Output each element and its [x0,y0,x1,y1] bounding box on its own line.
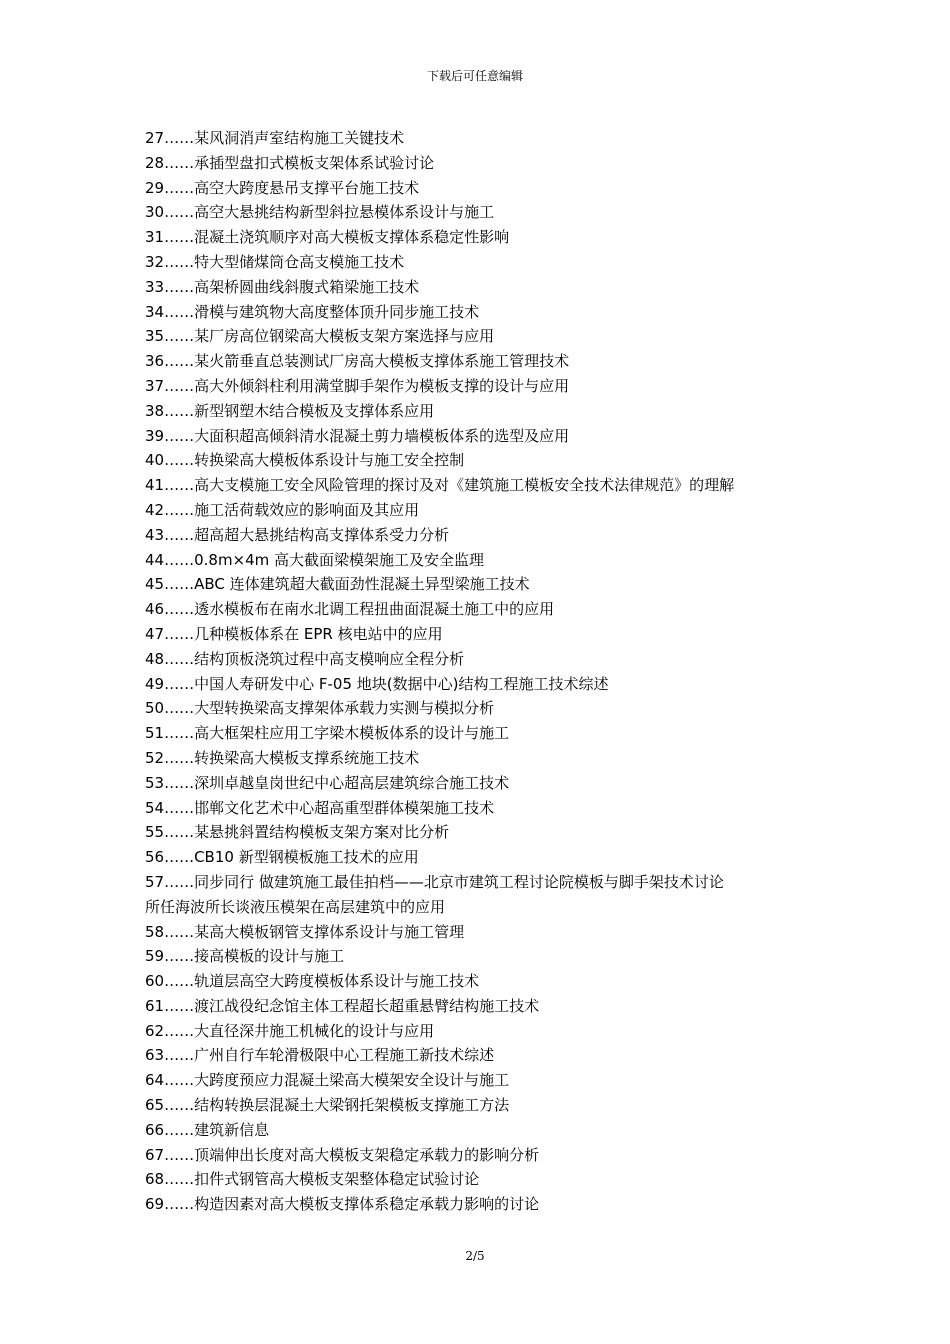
toc-entry: 37……高大外倾斜柱利用满堂脚手架作为模板支撑的设计与应用 [145,376,570,395]
toc-entry: 44……0.8m×4m 高大截面梁模架施工及安全监理 [145,550,485,569]
toc-entry: 56……CB10 新型钢模板施工技术的应用 [145,848,419,867]
toc-entry: 33……高架桥圆曲线斜腹式箱梁施工技术 [145,277,420,296]
toc-entry: 51……高大框架柱应用工字梁木模板体系的设计与施工 [145,724,510,743]
toc-entry: 40……转换梁高大模板体系设计与施工安全控制 [145,451,465,470]
page-number: 2/5 [465,1249,485,1263]
toc-entry: 38……新型钢塑木结合模板及支撑体系应用 [145,401,435,420]
toc-entry: 39……大面积超高倾斜清水混凝土剪力墙模板体系的选型及应用 [145,426,570,445]
table-of-contents [145,126,825,1217]
toc-entry: 66……建筑新信息 [145,1120,270,1139]
toc-entry: 43……超高超大悬挑结构高支撑体系受力分析 [145,525,450,544]
toc-entry: 42……施工活荷载效应的影响面及其应用 [145,500,420,519]
toc-entry: 67……顶端伸出长度对高大模板支架稳定承载力的影响分析 [145,1145,540,1164]
toc-entry: 55……某悬挑斜置结构模板支架方案对比分析 [145,823,450,842]
toc-entry: 48……结构顶板浇筑过程中高支模响应全程分析 [145,649,465,668]
toc-entry: 68……扣件式钢管高大模板支架整体稳定试验讨论 [145,1170,480,1189]
toc-entry: 46……透水模板布在南水北调工程扭曲面混凝土施工中的应用 [145,600,555,619]
toc-entry: 47……几种模板体系在 EPR 核电站中的应用 [145,624,443,643]
toc-entry: 28……承插型盘扣式模板支架体系试验讨论 [145,153,435,172]
toc-entry: 60……轨道层高空大跨度模板体系设计与施工技术 [145,972,480,991]
toc-entry: 36……某火箭垂直总装测试厂房高大模板支撑体系施工管理技术 [145,352,570,371]
toc-entry: 54……邯郸文化艺术中心超高重型群体模架施工技术 [145,798,495,817]
toc-entry: 41……高大支模施工安全风险管理的探讨及对《建筑施工模板安全技术法律规范》的理解 [145,476,735,495]
toc-entry: 53……深圳卓越皇岗世纪中心超高层建筑综合施工技术 [145,773,510,792]
toc-entry: 27……某风洞消声室结构施工关键技术 [145,129,405,147]
toc-entry: 63……广州自行车轮滑极限中心工程施工新技术综述 [145,1046,495,1065]
toc-entry: 57……同步同行 做建筑施工最佳拍档——北京市建筑工程讨论院模板与脚手架技术讨论 [145,872,724,891]
toc-entry: 31……混凝土浇筑顺序对高大模板支撑体系稳定性影响 [145,228,510,247]
toc-entry: 62……大直径深井施工机械化的设计与应用 [145,1021,435,1040]
toc-entry: 59……接高模板的设计与施工 [145,947,345,966]
toc-entry: 64……大跨度预应力混凝土梁高大模架安全设计与施工 [145,1071,510,1090]
toc-entry: 35……某厂房高位钢梁高大模板支架方案选择与应用 [145,327,495,346]
toc-entry: 32……特大型储煤筒仓高支模施工技术 [145,252,405,271]
toc-entry: 34……滑模与建筑物大高度整体顶升同步施工技术 [145,302,480,321]
toc-entry: 30……高空大悬挑结构新型斜拉悬模体系设计与施工 [145,203,495,222]
toc-entry: 50……大型转换梁高支撑架体承载力实测与模拟分析 [145,699,495,718]
page-header: 下载后可任意编辑 [426,69,523,83]
toc-entry: 52……转换梁高大模板支撑系统施工技术 [145,748,420,767]
toc-entry: 65……结构转换层混凝土大梁钢托架模板支撑施工方法 [145,1096,510,1115]
toc-entry: 69……构造因素对高大模板支撑体系稳定承载力影响的讨论 [145,1195,540,1214]
toc-entry: 49……中国人寿研发中心 F-05 地块(数据中心)结构工程施工技术综述 [145,674,609,693]
toc-entry: 所任海波所长谈液压模架在高层建筑中的应用 [145,897,446,916]
toc-entry: 29……高空大跨度悬吊支撑平台施工技术 [145,178,420,197]
toc-entry: 61……渡江战役纪念馆主体工程超长超重悬臂结构施工技术 [145,996,540,1015]
toc-entry: 45……ABC 连体建筑超大截面劲性混凝土异型梁施工技术 [145,575,530,594]
toc-entry: 58……某高大模板钢管支撑体系设计与施工管理 [145,922,465,941]
